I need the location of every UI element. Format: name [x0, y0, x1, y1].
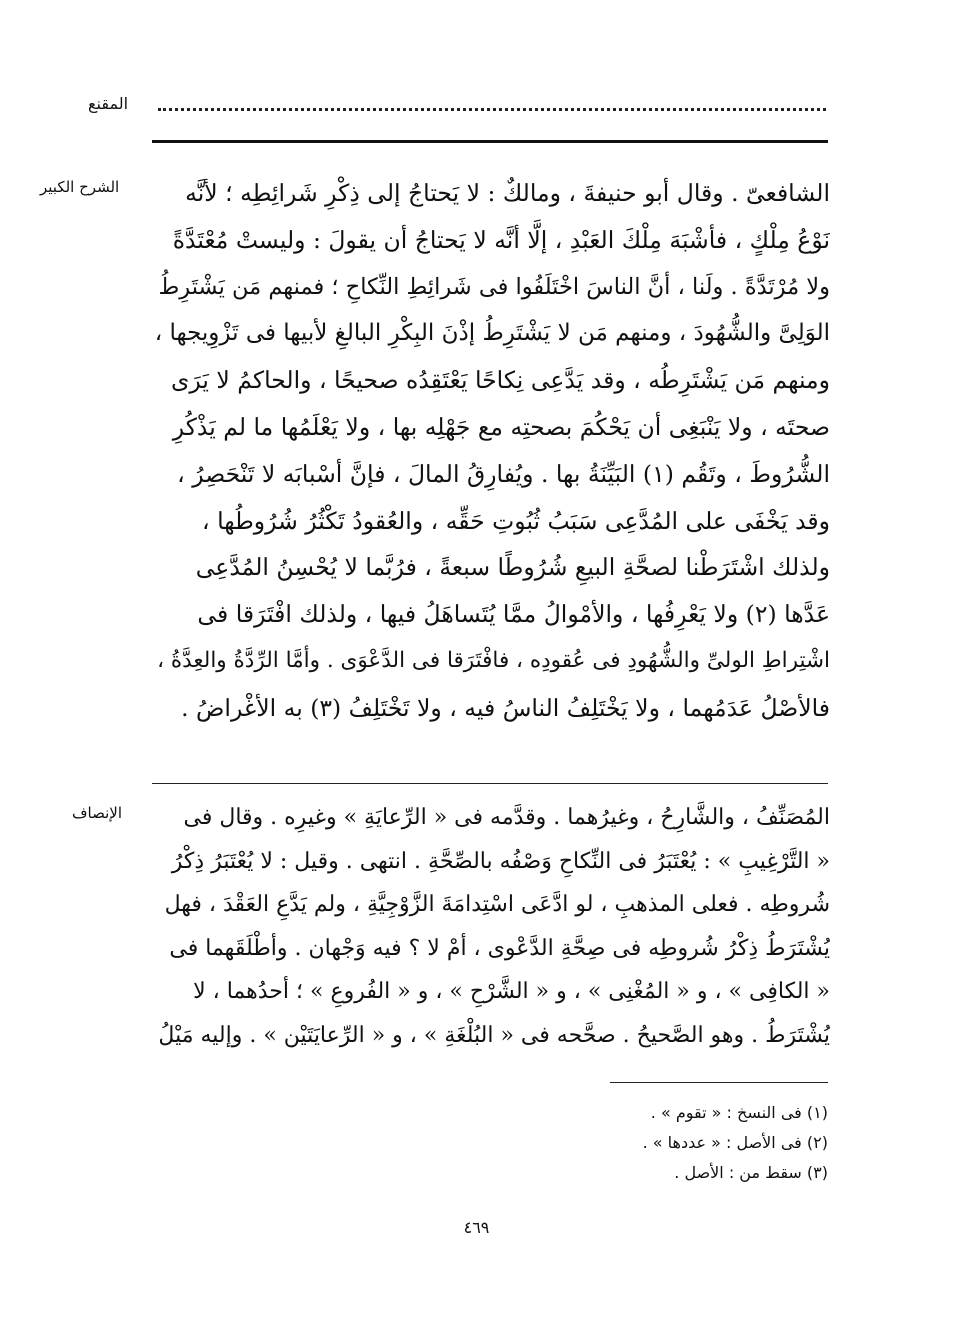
- main-text-line: ولذلك اشْتَرَطْنا لصحَّةِ البيعِ شُرُوطًا سبعةً ، فرُبَّما لا يُحْسِنُ المُدَّعِى: [195, 553, 830, 582]
- insaf-text-block: [150, 796, 830, 1058]
- main-text-line: ومنهم مَن يَشْتَرِطُه ، وقد يَدَّعِى نِكاحًا يَعْتَقِدُه صحيحًا ، والحاكمُ لا يَرَى: [171, 366, 830, 395]
- margin-label-sharh: الشرح الكبير: [40, 178, 120, 196]
- running-header-title: المقنع: [88, 94, 129, 113]
- main-text-block: [150, 170, 830, 732]
- footnotes: [500, 1098, 828, 1188]
- header-dotted-leader: [158, 102, 826, 111]
- main-text-line: وقد يَخْفَى على المُدَّعِى سَبَبُ ثُبُوتِ حَقِّه ، والعُقودُ تَكْثُرُ شُرُوطُها ،: [202, 506, 830, 535]
- main-text-line: ولا مُرْتَدَّةً . ولَنا ، أنَّ الناسَ اخْتَلَفُوا فى شَرائِطِ النِّكاحِ ؛ فمنهم مَن يَشْتَرِطُ: [158, 273, 830, 300]
- insaf-text-line: المُصَنِّفُ ، والشَّارِحُ ، وغيرُهما . وقدَّمه فى « الرِّعايَةِ » وغيرِه . وقال فى: [183, 805, 830, 830]
- main-text-line: نَوْعُ مِلْكٍ ، فأشْبَهَ مِلْكَ العَبْدِ ، إلَّا أنَّه لا يَحتاجُ أن يقولَ : وليستْ مُعْتَدَّةً: [172, 225, 830, 254]
- margin-label-insaf: الإنصاف: [72, 804, 123, 822]
- main-text-line: الوَلِىَّ والشُّهُودَ ، ومنهم مَن لا يَشْتَرِطُ إذْنَ البِكْرِ البالغِ لأبيها فى تَزْوِيجها ،: [154, 320, 830, 347]
- main-text-line: اشْتِراطِ الولىِّ والشُّهُودِ فى عُقودِه ، فافْتَرَقا فى الدَّعْوَى . وأمَّا الرِّدَّةُ والعِدَّةُ ،: [157, 647, 830, 673]
- insaf-text-line: شُروطِه . فعلى المذهبِ ، لو ادَّعَى اسْتِدامَةَ الزَّوْجِيَّةِ ، ولم يَدَّعِ العَقْدَ ، فهل: [164, 892, 830, 918]
- footnote-1: (١) فى النسخ : « تقوم » .: [650, 1103, 828, 1122]
- page-number: ٤٦٩: [463, 1218, 490, 1237]
- insaf-text-line: « التَّرْغِيبِ » : يُعْتَبَرُ فى النِّكاحِ وَصْفُه بالصِّحَّةِ . انتهى . وقيل : لا يُعْتَبَرُ ذِكْرُ: [171, 848, 830, 874]
- footnote-2: (٢) فى الأصل : « عددها » .: [642, 1133, 828, 1152]
- main-text-line: صحتَه ، ولا يَنْبَغِى أن يَحْكُمَ بصحتِه مع جَهْلِه بها ، ولا يَعْلَمُها ما لم يَذْكُرِ: [172, 412, 830, 441]
- header-rule: [152, 140, 828, 143]
- footnote-3: (٣) سقط من : الأصل .: [674, 1163, 828, 1182]
- insaf-text-line: يُشْتَرَطُ . وهو الصَّحيحُ . صحَّحه فى « البُلْغَةِ » ، و « الرِّعايَتَيْن » . وإليه مَيْلُ: [158, 1022, 830, 1048]
- main-text-line: عَدَّها (٢) ولا يَعْرِفُها ، والأمْوالُ ممَّا يُتَساهَلُ فيها ، ولذلك افْتَرَقا فى: [197, 600, 830, 629]
- main-text-line: الشافعىّ . وقال أبو حنيفةَ ، ومالكٌ : لا يَحتاجُ إلى ذِكْرِ شَرائِطِه ؛ لأنَّه: [185, 179, 830, 207]
- main-text-line: الشُّرُوطَ ، وتَقُم (١) البَيِّنَةُ بها . ويُفارِقُ المالَ ، فإنَّ أسْبابَه لا تَنْحَصِرُ ،: [177, 459, 830, 488]
- footnote-rule: [610, 1082, 828, 1083]
- main-text-line: فالأصْلُ عَدَمُهما ، ولا يَخْتَلِفُ الناسُ فيه ، ولا تَخْتَلِفُ (٣) به الأغْراضُ .: [181, 693, 830, 722]
- insaf-text-line: يُشْتَرَطُ ذِكْرُ شُروطِه فى صِحَّةِ الدَّعْوى ، أمْ لا ؟ فيه وَجْهان . وأطْلَقَهما فى: [169, 935, 830, 961]
- insaf-text-line: « الكافِى » ، و « المُغْنِى » ، و « الشَّرْحِ » ، و « الفُروعِ » ؛ أحدُهما ، لا: [193, 979, 830, 1005]
- section-divider-rule: [152, 783, 828, 784]
